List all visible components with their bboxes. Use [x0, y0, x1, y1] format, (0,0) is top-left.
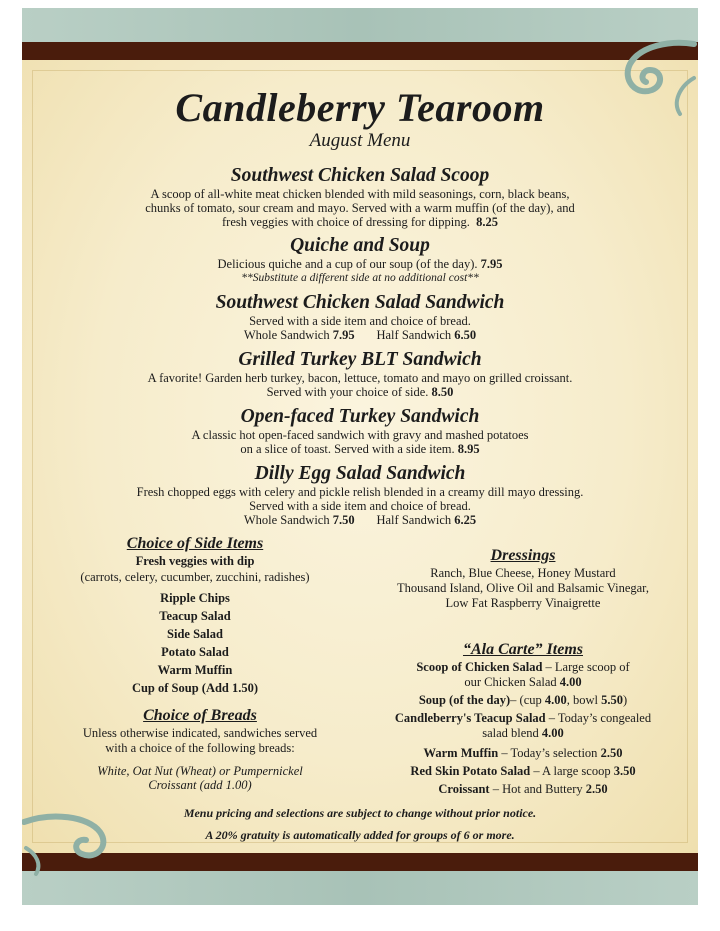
ala-carte-desc: – A large scoop [530, 764, 614, 778]
item-desc: Fresh chopped eggs with celery and pickle relish blended in a creamy dill mayo dressing. [136, 485, 584, 499]
side-item-detail: (carrots, celery, cucumber, zucchini, radishes) [80, 570, 310, 584]
ala-carte-name: Red Skin Potato Salad [410, 764, 531, 778]
top-brown-bar [22, 42, 698, 60]
menu-subtitle: August Menu [309, 130, 411, 151]
breads-text: Unless otherwise indicated, sandwiches served [82, 726, 318, 740]
item-desc: A classic hot open-faced sandwich with gravy and mashed potatoes [191, 428, 529, 442]
whole-price: 7.95 [332, 328, 355, 342]
side-item: Teacup Salad [159, 609, 231, 623]
menu-item [60, 165, 660, 229]
ala-carte-section [368, 640, 678, 798]
ala-carte-price: 4.00 [541, 726, 564, 740]
item-desc: Delicious quiche and a cup of our soup (of the day). [217, 257, 478, 271]
item-price: 8.25 [476, 215, 498, 229]
ala-carte-name: Candleberry's Teacup Salad [394, 711, 546, 725]
item-name: Dilly Egg Salad Sandwich [254, 463, 466, 484]
half-price: 6.25 [454, 513, 477, 527]
menu-item [60, 463, 660, 527]
bottom-decorative-band [22, 871, 698, 905]
restaurant-title: Candleberry Tearoom [175, 85, 545, 130]
menu-item [60, 406, 660, 456]
ala-carte-desc: , bowl [566, 693, 602, 707]
ala-carte-desc: – Hot and Buttery [489, 782, 586, 796]
pricing-disclaimer: Menu pricing and selections are subject to change without prior notice. [183, 806, 537, 820]
section-heading: “Ala Carte” Items [462, 641, 583, 658]
item-desc: on a slice of toast. Served with a side item. [240, 442, 455, 456]
item-name: Southwest Chicken Salad Sandwich [215, 292, 505, 313]
ala-carte-price: 4.00 [544, 693, 567, 707]
ala-carte-desc: salad blend [482, 726, 542, 740]
section-heading: Dressings [490, 547, 556, 564]
whole-label: Whole Sandwich [243, 328, 330, 342]
item-desc: Served with a side item and choice of bread. [249, 314, 471, 328]
ala-carte-name: Scoop of Chicken Salad [416, 660, 543, 674]
ala-carte-desc: – (cup [510, 693, 545, 707]
item-price: 7.95 [480, 257, 503, 271]
dressing-line: Thousand Island, Olive Oil and Balsamic Vinegar, [397, 581, 649, 595]
half-price: 6.50 [454, 328, 477, 342]
item-note: **Substitute a different side at no additional cost** [241, 272, 479, 284]
menu-item [60, 235, 660, 285]
item-desc: A favorite! Garden herb turkey, bacon, lettuce, tomato and mayo on grilled croissant. [147, 371, 573, 385]
ala-carte-name: Warm Muffin [423, 746, 499, 760]
ala-carte-name: Croissant [438, 782, 490, 796]
section-heading: Choice of Side Items [126, 535, 264, 552]
side-item: Warm Muffin [157, 663, 233, 677]
whole-price: 7.50 [332, 513, 355, 527]
item-name: Open-faced Turkey Sandwich [240, 406, 480, 427]
side-item: Cup of Soup (Add 1.50) [131, 681, 259, 695]
breads-section [50, 706, 350, 792]
bread-option: White, Oat Nut (Wheat) or Pumpernickel [97, 764, 303, 778]
bread-option: Croissant (add 1.00) [148, 778, 252, 792]
ala-carte-desc: our Chicken Salad [464, 675, 560, 689]
ala-carte-name: Soup (of the day) [418, 693, 511, 707]
side-item: Potato Salad [161, 645, 229, 659]
gratuity-notice: A 20% gratuity is automatically added for groups of 6 or more. [205, 828, 515, 842]
item-name: Quiche and Soup [290, 235, 430, 256]
ala-carte-price: 2.50 [585, 782, 608, 796]
side-item: Side Salad [167, 627, 223, 641]
top-decorative-band [22, 8, 698, 42]
breads-text: with a choice of the following breads: [105, 741, 295, 755]
bottom-brown-bar [22, 853, 698, 871]
half-label: Half Sandwich [376, 513, 452, 527]
item-name: Grilled Turkey BLT Sandwich [238, 349, 482, 370]
side-items-section [50, 534, 340, 697]
ala-carte-desc: – Today’s selection [498, 746, 601, 760]
item-desc: A scoop of all-white meat chicken blended with mild seasonings, corn, black beans, [150, 187, 570, 201]
ala-carte-desc: ) [623, 693, 628, 707]
dressing-line: Ranch, Blue Cheese, Honey Mustard [430, 566, 616, 580]
ala-carte-desc: – Large scoop of [542, 660, 630, 674]
ala-carte-price: 4.00 [559, 675, 582, 689]
side-item: Ripple Chips [160, 591, 230, 605]
item-desc: Served with a side item and choice of bread. [249, 499, 471, 513]
item-desc: chunks of tomato, sour cream and mayo. Served with a warm muffin (of the day), and [145, 201, 575, 215]
section-heading: Choice of Breads [143, 707, 257, 724]
item-price: 8.50 [431, 385, 454, 399]
item-price: 8.95 [457, 442, 480, 456]
whole-label: Whole Sandwich [243, 513, 330, 527]
ala-carte-price: 3.50 [613, 764, 636, 778]
half-label: Half Sandwich [376, 328, 452, 342]
item-desc: Served with your choice of side. [266, 385, 429, 399]
side-item: Fresh veggies with dip [135, 554, 255, 568]
dressings-section [368, 546, 678, 611]
ala-carte-price: 2.50 [600, 746, 623, 760]
menu-item [60, 349, 660, 399]
dressing-line: Low Fat Raspberry Vinaigrette [445, 596, 601, 610]
ala-carte-desc: – Today’s congealed [545, 711, 652, 725]
item-desc: fresh veggies with choice of dressing for dipping. [222, 215, 470, 229]
menu-item [60, 292, 660, 342]
ala-carte-price: 5.50 [601, 693, 623, 707]
item-name: Southwest Chicken Salad Scoop [230, 165, 490, 186]
